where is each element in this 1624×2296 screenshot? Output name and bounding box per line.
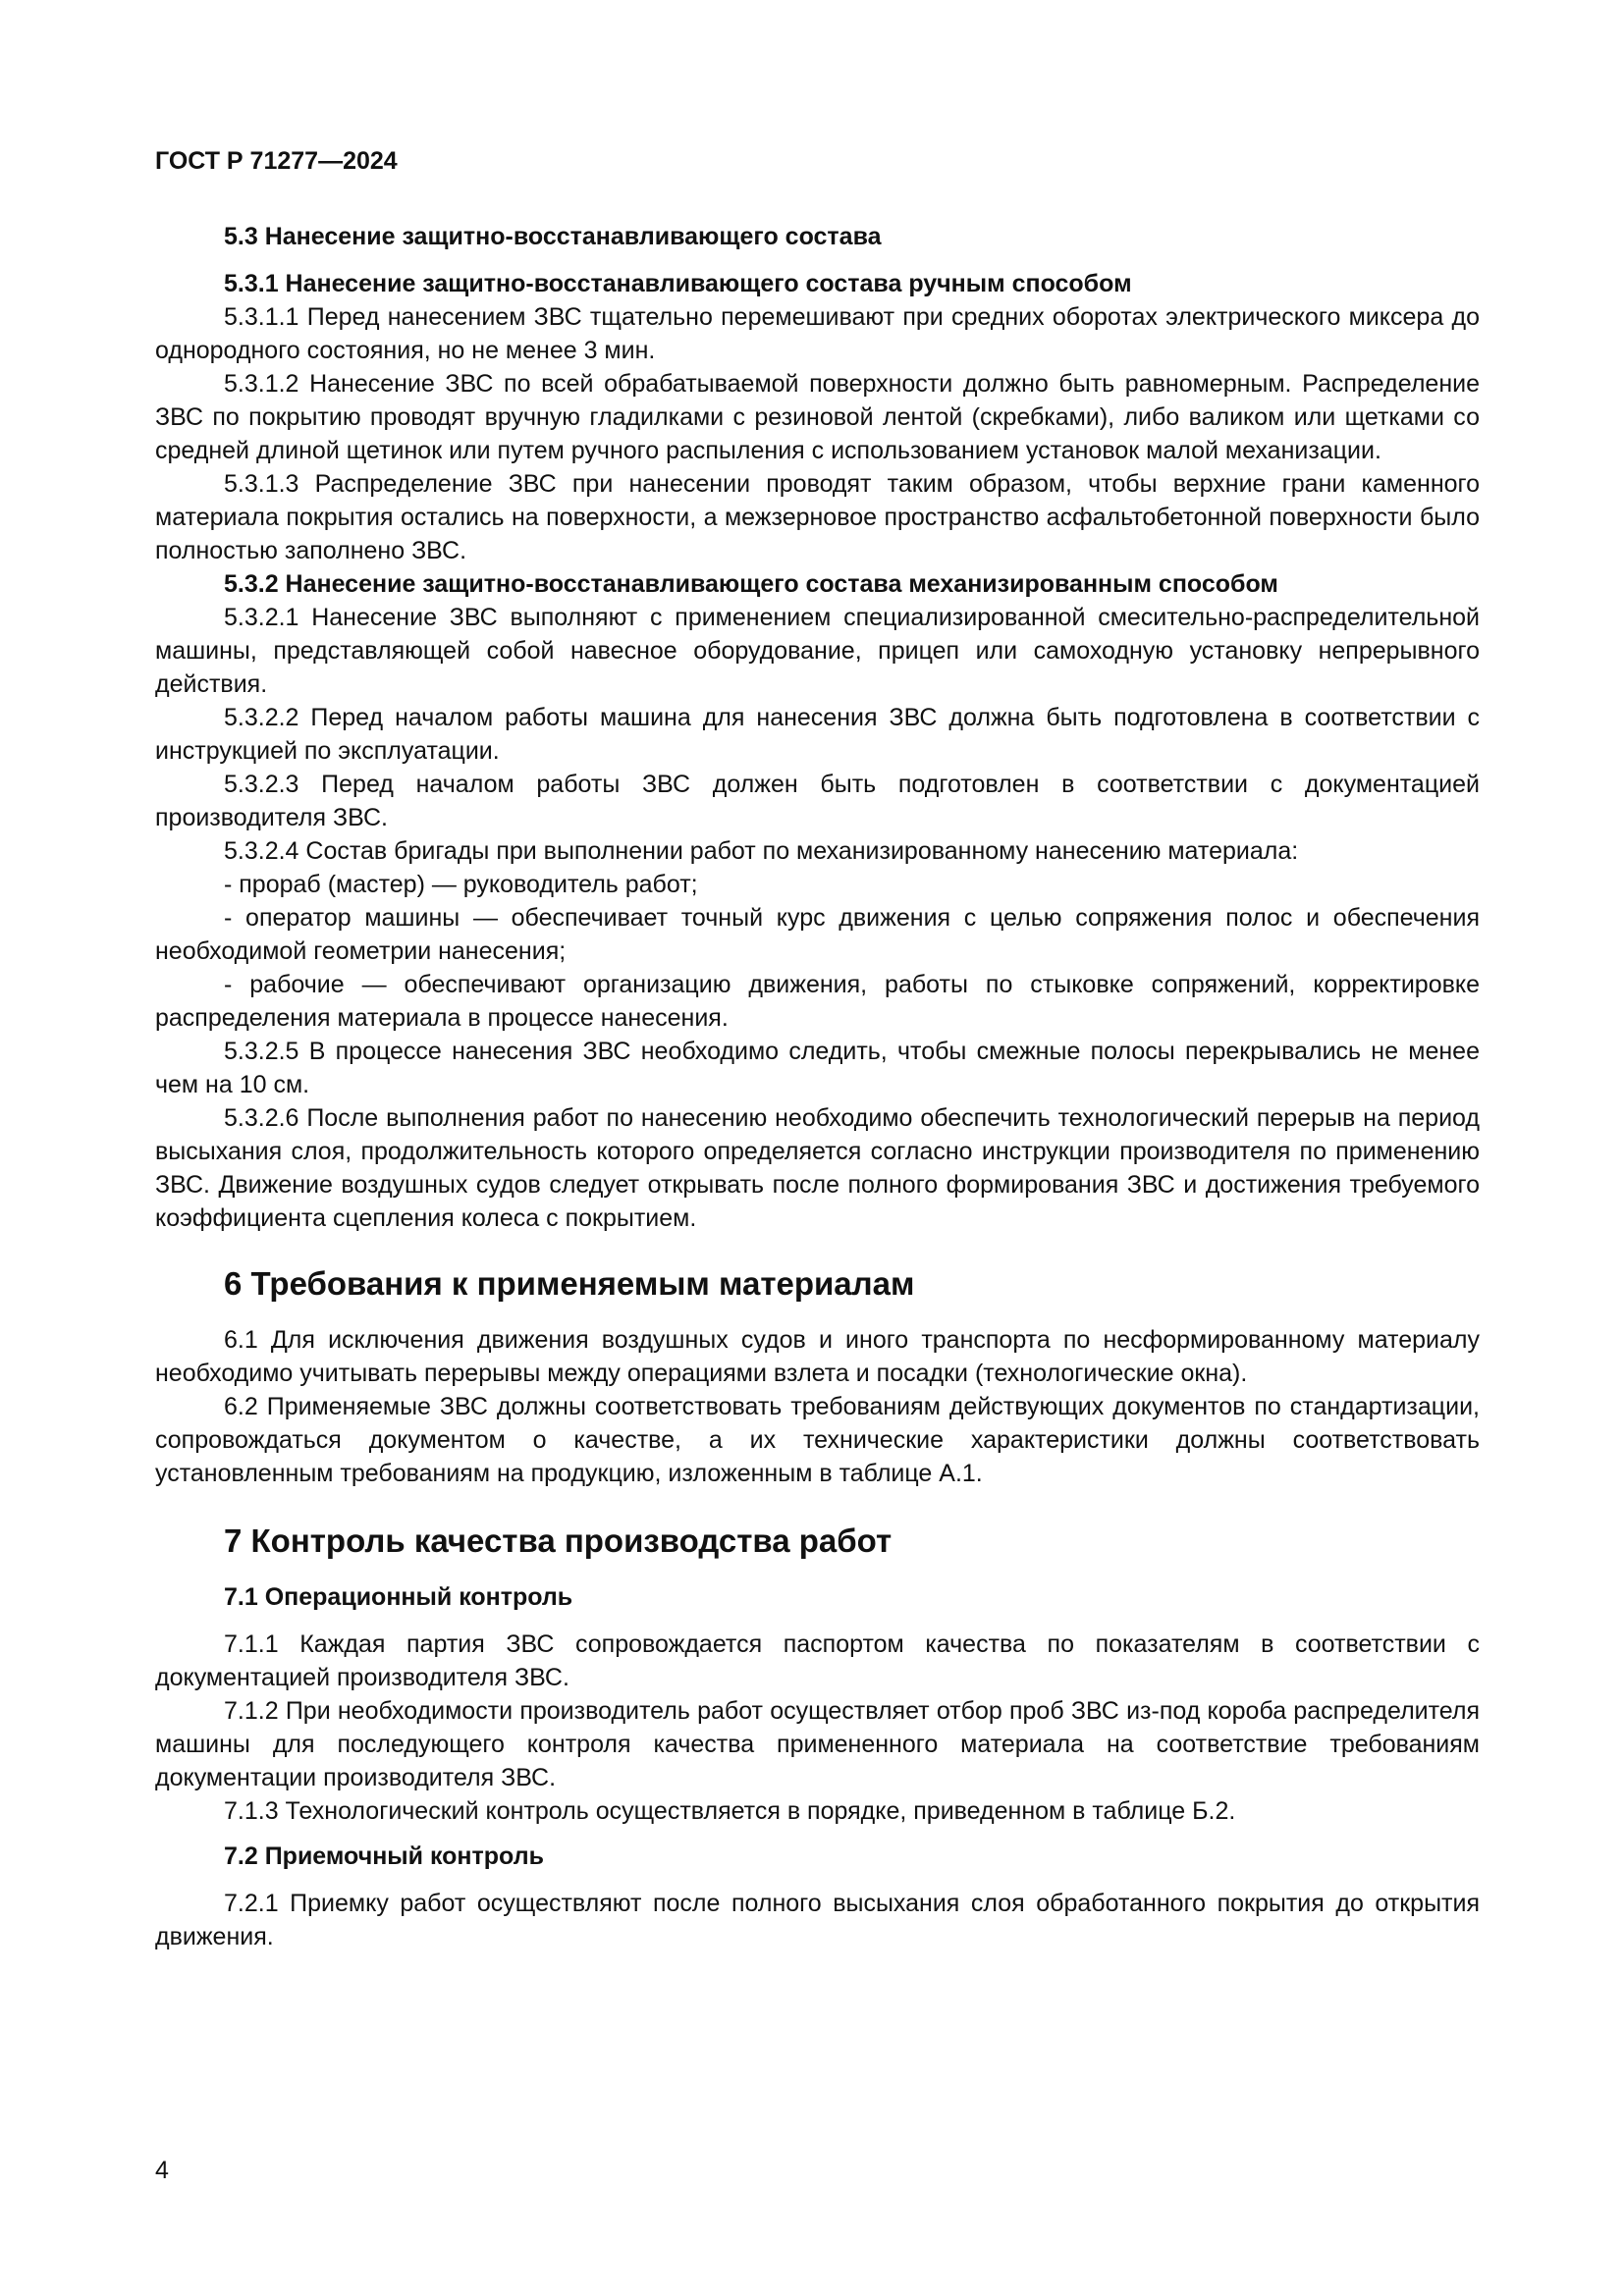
- paragraph-6-1: 6.1 Для исключения движения воздушных судов и иного транспорта по несформированному материалу необходимо учитывать перерывы между операциями взлета и посадки (технологические окна).: [155, 1326, 1480, 1387]
- section-7-1-heading: 7.1 Операционный контроль: [224, 1583, 573, 1611]
- page-content: [155, 220, 1480, 1953]
- paragraph-5-3-2-6: 5.3.2.6 После выполнения работ по нанесению необходимо обеспечить технологический перерыв на период высыхания слоя, продолжительность которого определяется согласно инструкции производителя по применению ЗВС. Движение воздушных судов следует открывать после полного формирования ЗВС и достижения требуемого коэффициента сцепления колеса с покрытием.: [155, 1104, 1480, 1232]
- paragraph-7-1-1: 7.1.1 Каждая партия ЗВС сопровождается паспортом качества по показателям в соответствии с документацией производителя ЗВС.: [155, 1630, 1480, 1691]
- paragraph-5-3-1-1: 5.3.1.1 Перед нанесением ЗВС тщательно перемешивают при средних оборотах электрического миксера до однородного состояния, но не менее 3 мин.: [155, 303, 1480, 364]
- list-item-workers: - рабочие — обеспечивают организацию движения, работы по стыковке сопряжений, корректировке распределения материала в процессе нанесения.: [155, 971, 1480, 1032]
- paragraph-5-3-1-2: 5.3.1.2 Нанесение ЗВС по всей обрабатываемой поверхности должно быть равномерным. Распределение ЗВС по покрытию проводят вручную гладилками с резиновой лентой (скребками), либо валиком или щетками со средней длиной щетинок или путем ручного распыления с использованием установок малой механизации.: [155, 370, 1480, 464]
- paragraph-7-1-2: 7.1.2 При необходимости производитель работ осуществляет отбор проб ЗВС из-под короба распределителя машины для последующего контроля качества примененного материала на соответствие требованиям документации производителя ЗВС.: [155, 1697, 1480, 1791]
- list-item-foreman: - прораб (мастер) — руководитель работ;: [224, 871, 698, 898]
- section-5-3-1-heading: 5.3.1 Нанесение защитно-восстанавливающего состава ручным способом: [224, 270, 1132, 297]
- paragraph-6-2: 6.2 Применяемые ЗВС должны соответствовать требованиям действующих документов по стандартизации, сопровождаться документом о качестве, а их технические характеристики должны соответствовать установленным требованиям на продукцию, изложенным в таблице А.1.: [155, 1393, 1480, 1487]
- section-7-heading: 7 Контроль качества производства работ: [224, 1522, 893, 1559]
- section-7-2-heading: 7.2 Приемочный контроль: [224, 1842, 544, 1870]
- paragraph-5-3-2-2: 5.3.2.2 Перед началом работы машина для нанесения ЗВС должна быть подготовлена в соответствии с инструкцией по эксплуатации.: [155, 704, 1480, 765]
- paragraph-7-1-3: 7.1.3 Технологический контроль осуществляется в порядке, приведенном в таблице Б.2.: [224, 1797, 1236, 1825]
- paragraph-5-3-2-4: 5.3.2.4 Состав бригады при выполнении работ по механизированному нанесению материала:: [224, 837, 1299, 865]
- section-5-3-heading: 5.3 Нанесение защитно-восстанавливающего состава: [224, 223, 882, 250]
- page-number: 4: [155, 2157, 169, 2184]
- paragraph-5-3-2-5: 5.3.2.5 В процессе нанесения ЗВС необходимо следить, чтобы смежные полосы перекрывались не менее чем на 10 см.: [155, 1038, 1480, 1098]
- paragraph-5-3-1-3: 5.3.1.3 Распределение ЗВС при нанесении проводят таким образом, чтобы верхние грани каменного материала покрытия остались на поверхности, а межзерновое пространство асфальтобетонной поверхности было полностью заполнено ЗВС.: [155, 470, 1480, 564]
- section-6-heading: 6 Требования к применяемым материалам: [224, 1265, 915, 1302]
- section-5-3-2-heading: 5.3.2 Нанесение защитно-восстанавливающего состава механизированным способом: [224, 570, 1278, 598]
- list-item-machine-operator: - оператор машины — обеспечивает точный курс движения с целью сопряжения полос и обеспечения необходимой геометрии нанесения;: [155, 904, 1480, 965]
- paragraph-5-3-2-1: 5.3.2.1 Нанесение ЗВС выполняют с применением специализированной смесительно-распределительной машины, представляющей собой навесное оборудование, прицеп или самоходную установку непрерывного действия.: [155, 604, 1480, 698]
- document-code-header: ГОСТ Р 71277—2024: [155, 147, 398, 175]
- paragraph-7-2-1: 7.2.1 Приемку работ осуществляют после полного высыхания слоя обработанного покрытия до открытия движения.: [155, 1890, 1480, 1950]
- paragraph-5-3-2-3: 5.3.2.3 Перед началом работы ЗВС должен быть подготовлен в соответствии с документацией производителя ЗВС.: [155, 771, 1480, 831]
